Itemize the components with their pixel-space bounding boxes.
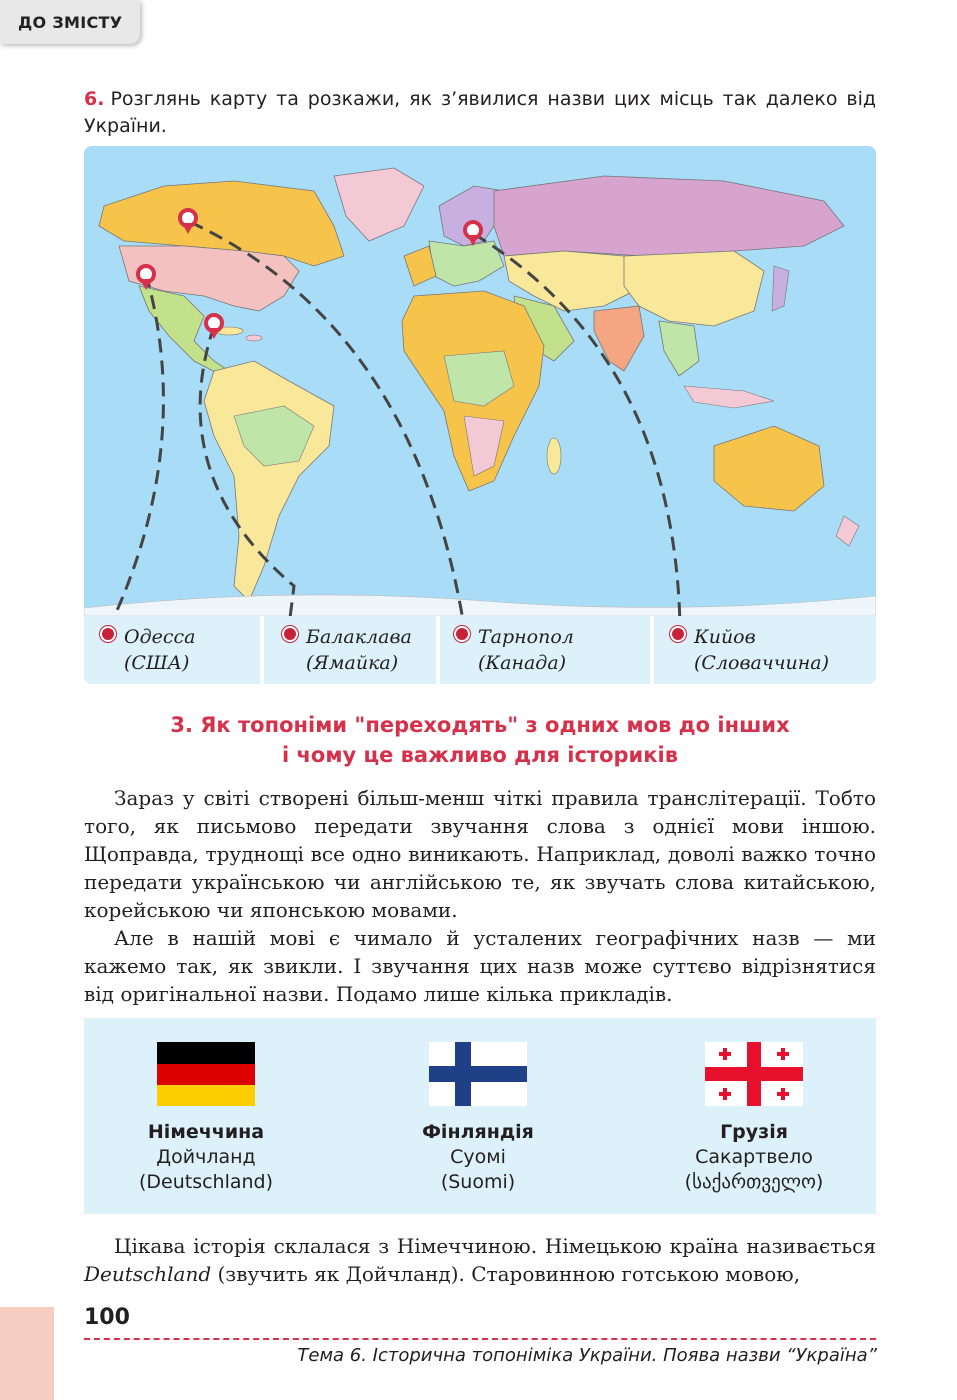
legend-item: [124, 624, 195, 676]
legend-item: [478, 624, 574, 676]
legend-country: (Словаччина): [694, 652, 830, 674]
examples-panel: [84, 1018, 876, 1214]
legend-place: Тарнопол: [478, 626, 574, 648]
map-legend: [84, 616, 876, 684]
legend-country: (США): [124, 652, 190, 674]
toc-button[interactable]: ДО ЗМІСТУ: [0, 0, 140, 44]
country-original: (Deutschland): [138, 1171, 274, 1193]
legend-place: Балаклава: [306, 626, 412, 648]
legend-item: [306, 624, 412, 676]
marker-icon: [454, 626, 470, 642]
page-corner-decoration: [0, 1307, 54, 1400]
legend-place: Одесса: [124, 626, 196, 648]
world-map: [84, 146, 876, 684]
divider: [650, 616, 654, 684]
footer-divider: [84, 1338, 876, 1340]
marker-icon: [282, 626, 298, 642]
marker-icon: [670, 626, 686, 642]
country-original: (Suomi): [440, 1171, 516, 1193]
paragraph: [84, 1232, 876, 1288]
task-body: Розглянь карту та розкажи, як з’явилися назви цих місць так далеко від України.: [84, 88, 876, 137]
example-germany: [96, 1042, 316, 1195]
example-georgia: [644, 1042, 864, 1195]
country-endonym: Суомі: [450, 1146, 506, 1168]
task-text: [84, 86, 876, 140]
legend-place: Кийов: [694, 626, 756, 648]
section-heading: [84, 710, 876, 770]
finland-flag-icon: [429, 1042, 527, 1106]
divider: [260, 616, 264, 684]
paragraph-text: Цікава історія склалася з Німеччиною. Німецькою країна називається: [114, 1234, 876, 1258]
paragraph: Зараз у світі створені більш-менш чіткі правила транслітерації. Тобто того, як письмово передати звучання слова з однієї мови іншою. Щоправда, труднощі все одно виникають. Наприклад, доволі важко точно передати українською чи англійською те, як звучать слова китайською, корейською чи японською мовами.: [84, 786, 876, 922]
country-name: Фінляндія: [422, 1121, 534, 1143]
germany-flag-icon: [157, 1042, 255, 1106]
example-finland: [368, 1042, 588, 1195]
paragraph: Але в нашій мові є чимало й усталених географічних назв — ми кажемо так, як звикли. І звучання цих назв може суттєво відрізнятися від оригінальної назви. Подамо лише кілька прикладів.: [84, 926, 876, 1006]
country-name: Німеччина: [147, 1121, 265, 1143]
country-original: (საქართველო): [684, 1171, 824, 1193]
legend-item: [694, 624, 829, 676]
marker-icon: [100, 626, 116, 642]
task-number: 6.: [84, 88, 105, 110]
section-heading-line: і чому це важливо для істориків: [282, 743, 678, 767]
page-number: 100: [84, 1305, 130, 1330]
section-heading-line: 3. Як топоніми "переходять" з одних мов до інших: [170, 713, 790, 737]
country-name: Грузія: [720, 1121, 788, 1143]
legend-country: (Канада): [478, 652, 567, 674]
world-map-graphic: [84, 146, 876, 616]
country-endonym: Дойчланд: [156, 1146, 256, 1168]
georgia-flag-icon: [705, 1042, 803, 1106]
legend-country: (Ямайка): [306, 652, 399, 674]
paragraph-italic: Deutschland: [84, 1262, 212, 1286]
country-endonym: Сакартвело: [695, 1146, 813, 1168]
footer-title: Тема 6. Історична топоніміка України. Поява назви “Україна”: [297, 1345, 877, 1366]
divider: [436, 616, 440, 684]
paragraph-text: (звучить як Дойчланд). Старовинною готською мовою,: [211, 1262, 801, 1286]
